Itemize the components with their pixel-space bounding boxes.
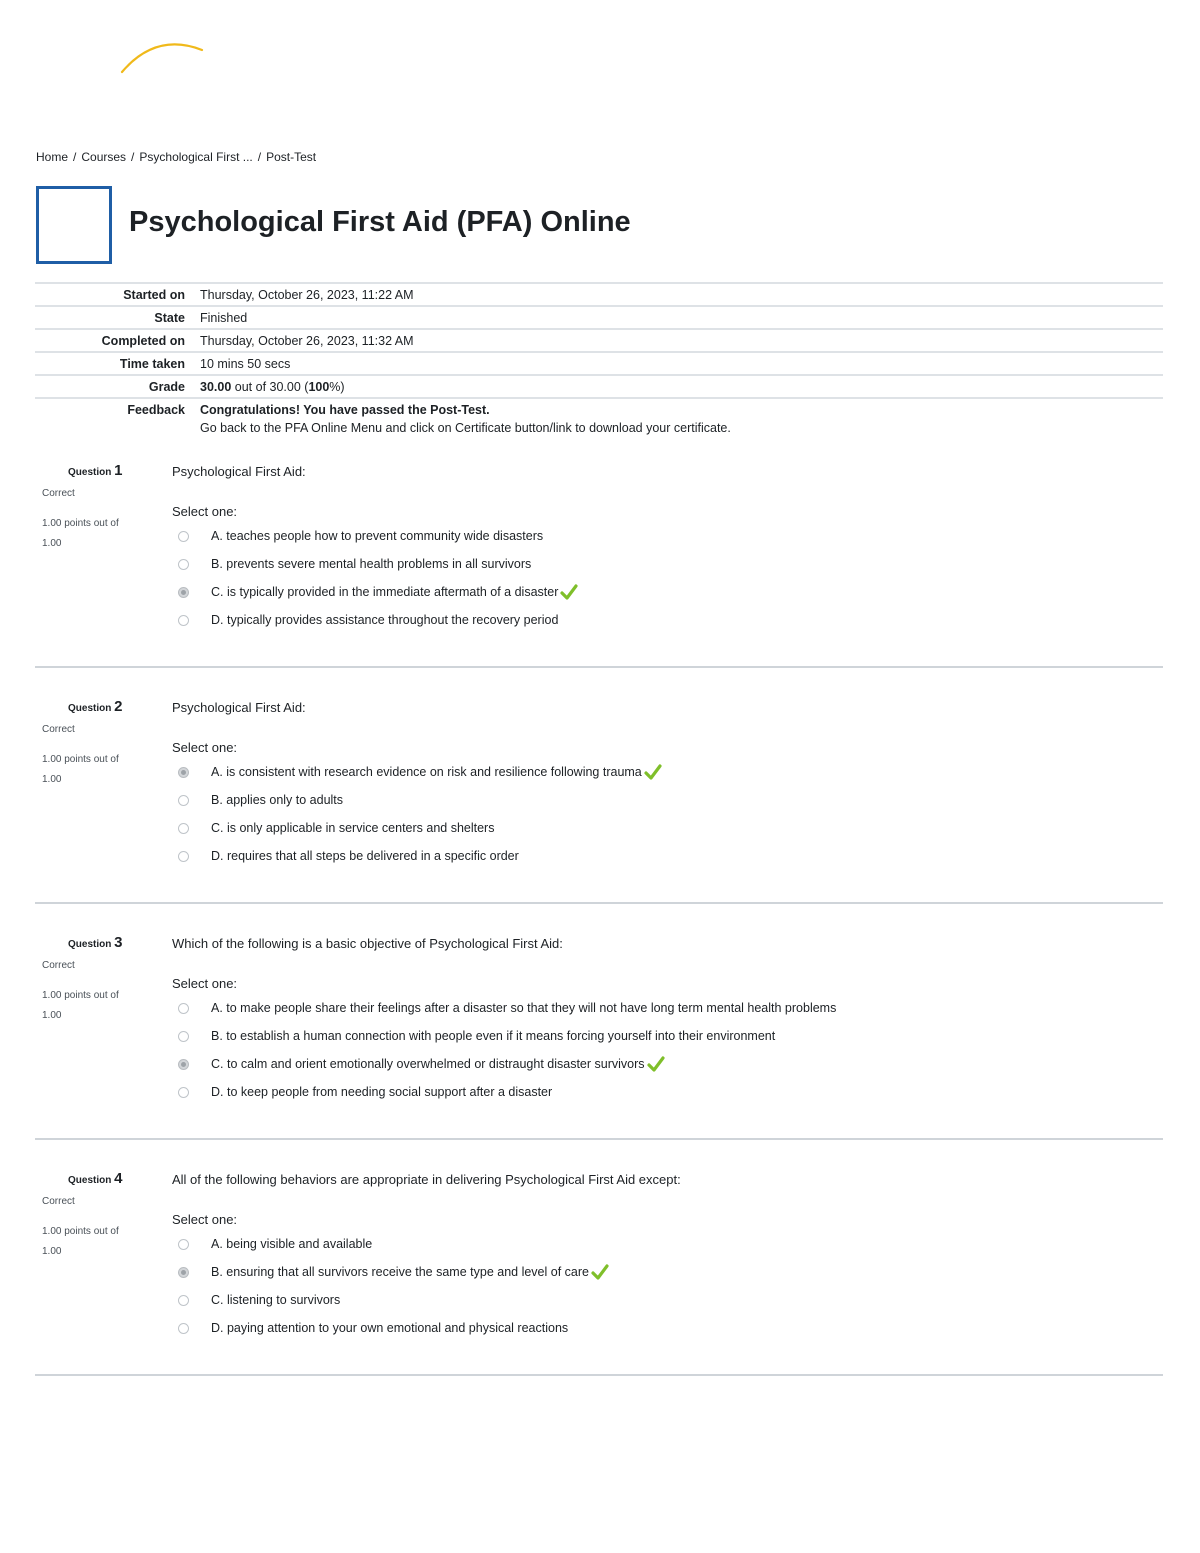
question-grade: 1.00 points out of 1.00: [42, 990, 119, 1021]
answer-label: C. listening to survivors: [211, 1293, 341, 1307]
summary-row-state: [35, 306, 1163, 329]
answer-label: C. to calm and orient emotionally overwhelmed or distraught disaster survivors: [211, 1057, 645, 1071]
question-text: All of the following behaviors are appropriate in delivering Psychological First Aid except:: [172, 1172, 681, 1187]
question-state: Correct: [42, 724, 75, 735]
question-number-value: 1: [114, 462, 123, 479]
question-grade: 1.00 points out of 1.00: [42, 1226, 119, 1257]
summary-value: 10 mins 50 secs: [200, 357, 291, 371]
breadcrumb: [36, 150, 316, 164]
answer-option[interactable]: [172, 758, 662, 786]
answer-label: B. prevents severe mental health problems in all survivors: [211, 557, 532, 571]
answer-option[interactable]: [172, 814, 662, 842]
select-one-prompt: Select one:: [172, 976, 238, 991]
answer-option[interactable]: [172, 606, 578, 634]
radio-button[interactable]: [178, 1239, 189, 1250]
attempt-summary-table: [35, 282, 1163, 438]
answer-label: C. is only applicable in service centers and shelters: [211, 821, 495, 835]
question-number: [68, 1170, 122, 1187]
answer-label: D. requires that all steps be delivered in a specific order: [211, 849, 519, 863]
answer-option[interactable]: [172, 1286, 609, 1314]
summary-row-completed: [35, 329, 1163, 352]
question-state: Correct: [42, 960, 75, 971]
answer-list: [172, 758, 662, 870]
answer-list: [172, 994, 836, 1106]
summary-row-grade: [35, 375, 1163, 398]
question-label: Question: [68, 467, 112, 478]
answer-label: D. to keep people from needing social support after a disaster: [211, 1085, 553, 1099]
summary-value: Thursday, October 26, 2023, 11:32 AM: [200, 334, 414, 348]
summary-value: [192, 375, 1163, 398]
summary-row-time: [35, 352, 1163, 375]
question-text: Which of the following is a basic objective of Psychological First Aid:: [172, 936, 563, 951]
radio-button[interactable]: [178, 1295, 189, 1306]
radio-button[interactable]: [178, 559, 189, 570]
breadcrumb-course[interactable]: Psychological First ...: [139, 150, 253, 164]
answer-option[interactable]: [172, 550, 578, 578]
answer-option[interactable]: [172, 522, 578, 550]
radio-selected[interactable]: [178, 767, 189, 778]
breadcrumb-separator: /: [131, 150, 135, 164]
question-text: Psychological First Aid:: [172, 464, 306, 479]
answer-label: D. paying attention to your own emotional and physical reactions: [211, 1321, 569, 1335]
question-number-value: 4: [114, 1170, 123, 1187]
correct-check-icon: [644, 764, 662, 780]
radio-button[interactable]: [178, 823, 189, 834]
answer-label: C. is typically provided in the immediate aftermath of a disaster: [211, 585, 559, 599]
radio-button[interactable]: [178, 615, 189, 626]
radio-selected[interactable]: [178, 1267, 189, 1278]
answer-option[interactable]: [172, 1078, 836, 1106]
answer-label: B. to establish a human connection with people even if it means forcing yourself into their environment: [211, 1029, 776, 1043]
grade-score: 30.00: [200, 380, 232, 394]
select-one-prompt: Select one:: [172, 1212, 238, 1227]
correct-check-icon: [591, 1264, 609, 1280]
answer-option[interactable]: [172, 994, 836, 1022]
breadcrumb-separator: /: [73, 150, 77, 164]
radio-button[interactable]: [178, 1031, 189, 1042]
radio-selected[interactable]: [178, 1059, 189, 1070]
question-text: Psychological First Aid:: [172, 700, 306, 715]
answer-label: D. typically provides assistance throughout the recovery period: [211, 613, 559, 627]
answer-option[interactable]: [172, 842, 662, 870]
summary-row-feedback: [35, 398, 1163, 438]
correct-check-icon: [560, 584, 578, 600]
answer-option[interactable]: [172, 1230, 609, 1258]
radio-selected[interactable]: [178, 587, 189, 598]
radio-button[interactable]: [178, 531, 189, 542]
question-state: Correct: [42, 488, 75, 499]
question-state: Correct: [42, 1196, 75, 1207]
correct-check-icon: [647, 1056, 665, 1072]
summary-value: Thursday, October 26, 2023, 11:22 AM: [200, 288, 414, 302]
radio-button[interactable]: [178, 1003, 189, 1014]
answer-label: B. ensuring that all survivors receive the same type and level of care: [211, 1265, 589, 1279]
question-label: Question: [68, 1175, 112, 1186]
select-one-prompt: Select one:: [172, 504, 238, 519]
grade-percent: 100: [308, 380, 330, 394]
question-divider: [35, 1374, 1163, 1376]
radio-button[interactable]: [178, 1087, 189, 1098]
answer-option[interactable]: [172, 1050, 836, 1078]
radio-button[interactable]: [178, 1323, 189, 1334]
page-title: Psychological First Aid (PFA) Online: [129, 206, 631, 238]
question-divider: [35, 1138, 1163, 1140]
feedback-headline: Congratulations! You have passed the Post-Test.: [200, 403, 490, 417]
breadcrumb-post-test[interactable]: Post-Test: [266, 150, 317, 164]
answer-option[interactable]: [172, 1022, 836, 1050]
answer-label: A. is consistent with research evidence on risk and resilience following trauma: [211, 765, 642, 779]
breadcrumb-home[interactable]: Home: [36, 150, 69, 164]
question-number-value: 3: [114, 934, 123, 951]
answer-list: [172, 522, 578, 634]
select-one-prompt: Select one:: [172, 740, 238, 755]
question-grade: 1.00 points out of 1.00: [42, 518, 119, 549]
course-image-icon: [36, 186, 112, 264]
question-label: Question: [68, 939, 112, 950]
answer-label: A. teaches people how to prevent community wide disasters: [211, 529, 544, 543]
question-number-value: 2: [114, 698, 123, 715]
summary-value: [192, 398, 1163, 438]
feedback-instruction: Go back to the PFA Online Menu and click on Certificate button/link to download your certificate.: [200, 421, 731, 435]
summary-label: Grade: [148, 380, 185, 394]
grade-out-of: out of 30.00 (: [234, 380, 309, 394]
summary-label: Time taken: [119, 357, 185, 371]
site-logo-icon: [116, 38, 216, 78]
question-number: [68, 934, 122, 951]
breadcrumb-courses[interactable]: Courses: [81, 150, 127, 164]
radio-button[interactable]: [178, 851, 189, 862]
question-grade: 1.00 points out of 1.00: [42, 754, 119, 785]
breadcrumb-separator: /: [257, 150, 262, 164]
question-divider: [35, 902, 1163, 904]
summary-label: State: [154, 311, 185, 325]
question-number: [68, 698, 122, 715]
grade-suffix: %): [329, 380, 345, 394]
question-divider: [35, 666, 1163, 668]
answer-label: B. applies only to adults: [211, 793, 344, 807]
answer-option[interactable]: [172, 1314, 609, 1342]
summary-value: Finished: [200, 311, 248, 325]
summary-label: Completed on: [101, 334, 185, 348]
answer-option[interactable]: [172, 1258, 609, 1286]
answer-list: [172, 1230, 609, 1342]
answer-option[interactable]: [172, 578, 578, 606]
summary-row-started: [35, 283, 1163, 306]
summary-label: Started on: [123, 288, 185, 302]
question-number: [68, 462, 122, 479]
answer-option[interactable]: [172, 786, 662, 814]
answer-label: A. being visible and available: [211, 1237, 373, 1251]
question-label: Question: [68, 703, 112, 714]
answer-label: A. to make people share their feelings after a disaster so that they will not have long term mental health problems: [211, 1001, 837, 1015]
summary-label: Feedback: [127, 403, 185, 417]
radio-button[interactable]: [178, 795, 189, 806]
